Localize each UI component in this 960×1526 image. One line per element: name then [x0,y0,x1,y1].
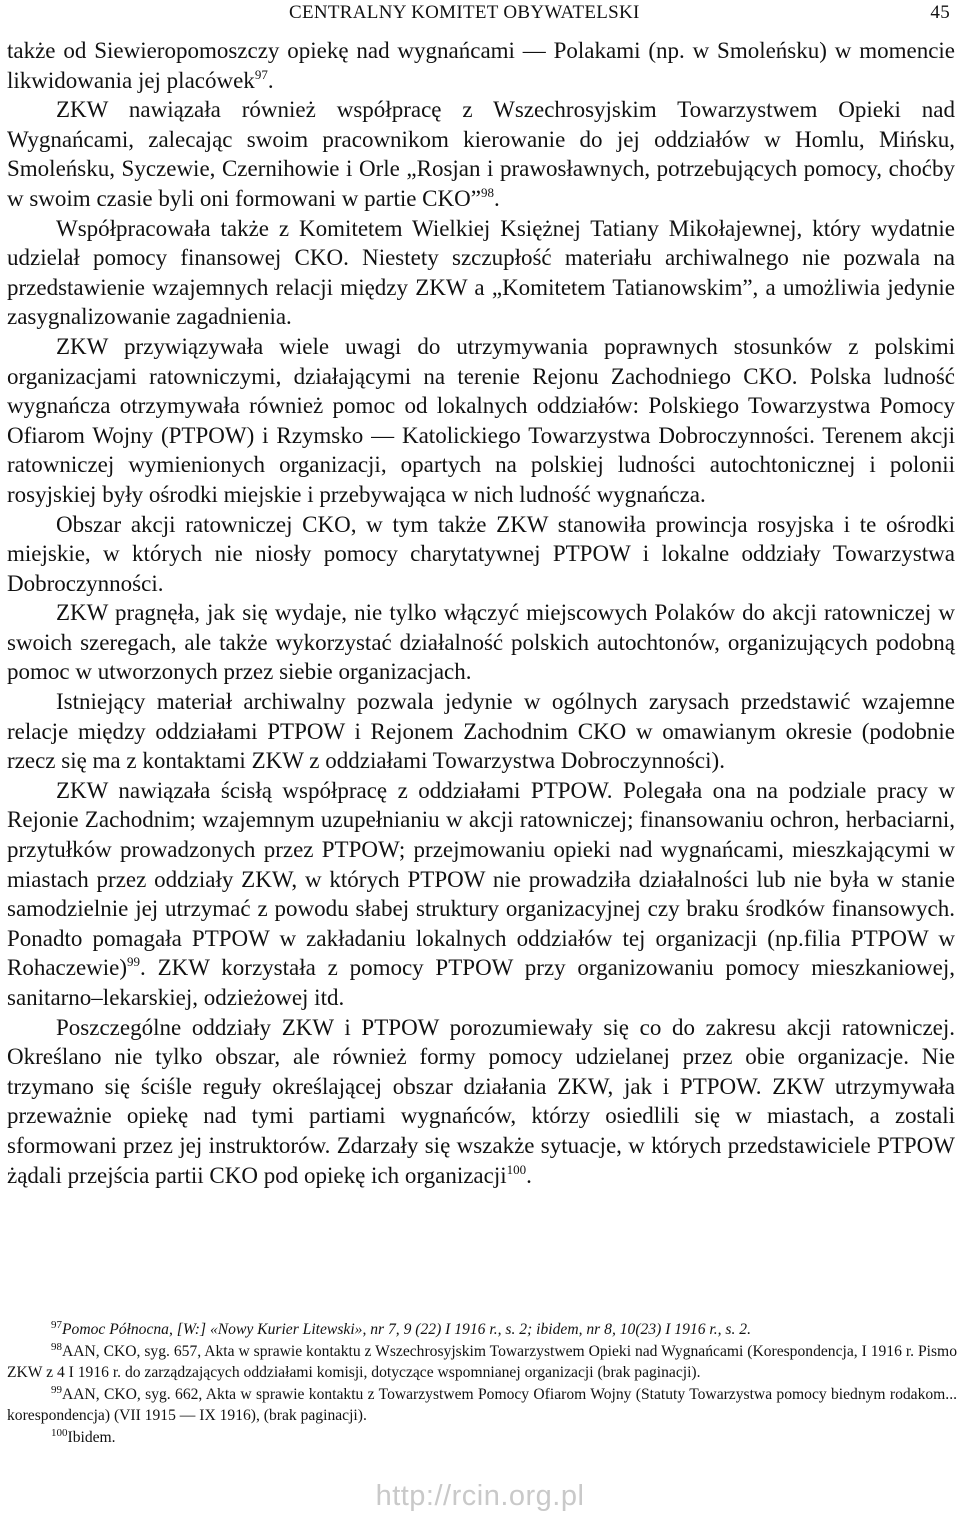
running-title: CENTRALNY KOMITET OBYWATELSKI [289,2,640,23]
footnote-number: 97 [51,1319,62,1331]
footnote: $^{99}$AAN, CKO, syg. 662, Akta w sprawie kontaktu z Towarzystwem Pomocy Ofiarom Wojny (Statuty Towarzystwa pomocy biednym rodakom... korespondencja) (VII 1915 — IX 1916), (brak paginacji). [7,1383,957,1425]
watermark-url: http://rcin.org.pl [375,1480,585,1512]
footnote-number: 100 [51,1426,68,1439]
footnote: $^{97}$Pomoc Północna, [W:] «Nowy Kurier Litewski», nr 7, 9 (22) I 1916 r., s. 2; ibidem, nr 8, 10(23) I 1916 r., s. 2. [51,1319,751,1338]
paragraph: ZKW pragnęła, jak się wydaje, nie tylko włączyć miejscowych Polaków do akcji ratowniczej w swoich szeregach, ale także wykorzystać działalność polskich autochtonów, organizujących podobną pomoc w utworzonych przez siebie organizacjach. [7,600,955,685]
paragraph: Współpracowała także z Komitetem Wielkiej Księżnej Tatiany Mikołajewnej, który wydatnie udzielał pomocy finansowej CKO. Niestety szczupłość materiału archiwalnego nie pozwala na przedstawienie wzajemnych relacji między ZKW a „Komitetem Tatianowskim”, a umożliwia jedynie zasygnalizowanie zagadnienia. [7,215,955,330]
paragraph: Istniejący materiał archiwalny pozwala jedynie w ogólnych zarysach przedstawić wzajemne relacje między oddziałami PTPOW i Rejonem Zachodnim CKO w omawianym okresie (podobnie rzecz się ma z kontaktami ZKW z oddziałami Towarzystwa Dobroczynności). [7,689,955,774]
paragraph: Poszczególne oddziały ZKW i PTPOW porozumiewały się co do zakresu akcji ratowniczej. Określano nie tylko obszar, ale również formy pomocy udzielanej przez obie organizacje. Nie trzymano się ściśle reguły określającej obszar działania ZKW, jak i PTPOW. ZKW utrzymywała przeważnie opiekę nad tymi partiami wygnańców, którzy osiedlili się w miastach, a zostali sformowani przez jej instruktorów. Zdarzały się wszakże sytuacje, w których przedstawiciele PTPOW żądali przejścia partii CKO pod opiekę ich organizacji$^{100}$. [7,1014,955,1188]
paragraph: ZKW nawiązała ścisłą współpracę z oddziałami PTPOW. Polegała ona na podziale pracy w Rejonie Zachodnim; wzajemnym uzupełnianiu w akcji ratowniczej; finansowaniu ochron, herbaciarni, przytułków prowadzonych przez PTPOW; przejmowaniu opieki nad wygnańcami, mieszkającymi w miastach przez oddziały ZKW, w których PTPOW nie prowadziła działalności lub nie była w stanie samodzielnie jej utrzymać z powodu słabej struktury organizacyjnej czy braku środków finansowych. Ponadto pomagała PTPOW w zakładaniu lokalnych oddziałów tej organizacji (np.filia PTPOW w Rohaczewie)$^{99}$. ZKW korzystała z pomocy PTPOW przy organizowaniu pomocy mieszkaniowej, sanitarno–lekarskiej, odzieżowej itd. [7,777,955,1010]
paragraph: także od Siewieropomoszczy opiekę nad wygnańcami — Polakami (np. w Smoleńsku) w momencie likwidowania jej placówek$^{97}$. [7,38,955,93]
paragraph: ZKW przywiązywała wiele uwagi do utrzymywania poprawnych stosunków z polskimi organizacjami ratowniczymi, działającymi na terenie Rejonu Zachodniego CKO. Polska ludność wygnańcza otrzymywała również pomoc od lokalnych oddziałów: Polskiego Towarzystwa Pomocy Ofiarom Wojny (PTPOW) i Rzymsko — Katolickiego Towarzystwa Dobroczynności. Terenem akcji ratowniczej wymienionych organizacji, opartych na polskiej ludności autochtonicznej i polonii rosyjskiej były ośrodki miejskie i przebywająca w nich ludność wygnańcza. [7,333,955,507]
footnote: $^{98}$AAN, CKO, syg. 657, Akta w sprawie kontaktu z Wszechrosyjskim Towarzystwem Opieki nad Wygnańcami (Korespondencja, I 1916 r. Pismo ZKW z 4 I 1916 r. do zarządzających oddziałami komisji, dotyczące wspomnianej organizacji (brak paginacji). [7,1340,957,1382]
paragraph: Obszar akcji ratowniczej CKO, w tym także ZKW stanowiła prowincja rosyjska i te ośrodki miejskie, w których nie niosły pomocy charytatywnej PTPOW i lokalne oddziały Towarzystwa Dobroczynności. [7,511,955,596]
footnote-ref[interactable]: 100 [506,1161,527,1177]
main-text [7,36,955,1190]
page-header [6,0,952,30]
paragraph: ZKW nawiązała również współpracę z Wszechrosyjskim Towarzystwem Opieki nad Wygnańcami, zalecając swoim pracownikom kierowanie do jej oddziałów w Homlu, Mińsku, Smoleńsku, Syczewie, Czernihowie i Orle „Rosjan i prawosławnych, potrzebujących pomocy, choćby w swoim czasie byli oni formowani w partie CKO”$^{98}$. [7,97,955,211]
page-number: 45 [930,2,950,23]
footnote-number: 98 [51,1340,62,1353]
footnotes [7,1319,957,1449]
footnote-number: 99 [51,1383,62,1396]
footnote-ref[interactable]: 99 [127,954,141,970]
footnote-ref[interactable]: 97 [254,66,268,82]
footnote-ref[interactable]: 98 [480,184,494,200]
footnote: $^{100}$Ibidem. [51,1426,116,1446]
